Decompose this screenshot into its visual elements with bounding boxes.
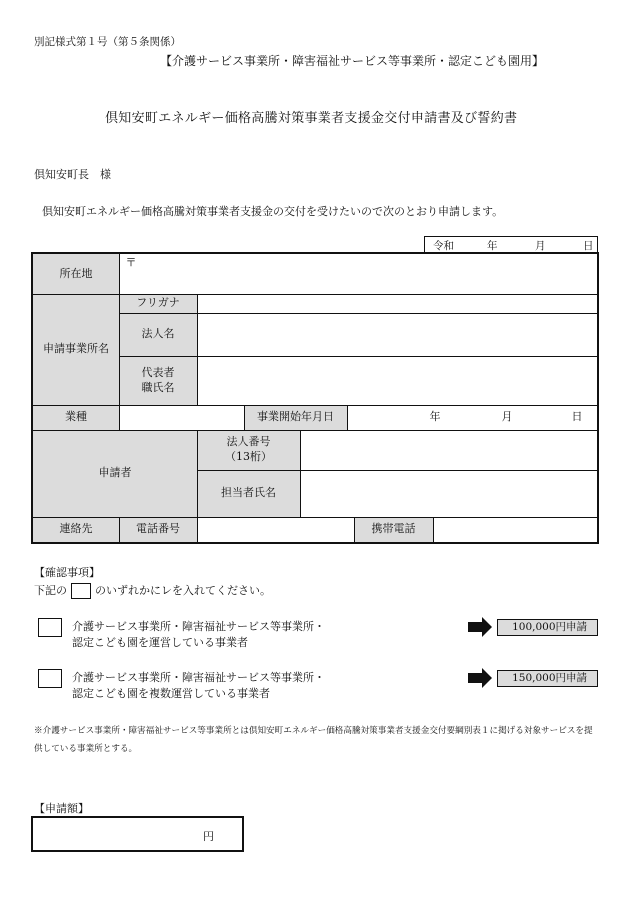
option-2-line-1: 介護サービス事業所・障害福祉サービス等事業所・ xyxy=(72,671,325,684)
instruction-post: のいずれかにレを入れてください。 xyxy=(95,584,271,597)
office-name-label: 申請事業所名 xyxy=(43,342,109,356)
arrow-right-icon xyxy=(468,617,492,637)
industry-input[interactable] xyxy=(120,405,244,430)
person-in-charge-label: 担当者氏名 xyxy=(221,486,276,500)
option-1-amount: 100,000円申請 xyxy=(497,619,598,636)
addressee: 倶知安町長 様 xyxy=(34,168,111,181)
location-label: 所在地 xyxy=(59,266,93,280)
furigana-label: フリガナ xyxy=(136,296,180,310)
postal-mark: 〒 xyxy=(125,255,137,269)
date-year: 年 xyxy=(487,240,498,252)
start-year: 年 xyxy=(429,410,441,424)
amount-title: 【申請額】 xyxy=(34,802,89,815)
footnote: ※介護サービス事業所・障害福祉サービス等事業所とは倶知安町エネルギー価格高騰対策事業者支援金交付要綱別表１に掲げる対象サービスを提供している事業所とする。 xyxy=(34,726,593,755)
option-1-line-2: 認定こども園を運営している事業者 xyxy=(72,635,248,649)
option-1-line-1: 介護サービス事業所・障害福祉サービス等事業所・ xyxy=(72,620,325,633)
document-title: 倶知安町エネルギー価格高騰対策事業者支援金交付申請書及び誓約書 xyxy=(105,111,518,126)
corp-name-label: 法人名 xyxy=(141,327,175,341)
date-era: 令和 xyxy=(433,240,454,252)
arrow-right-icon xyxy=(468,668,492,688)
start-date-input[interactable] xyxy=(348,405,597,430)
start-day: 日 xyxy=(571,410,583,424)
date-day: 日 xyxy=(583,240,594,252)
phone-input[interactable] xyxy=(198,517,354,542)
option-1-checkbox[interactable] xyxy=(38,618,62,637)
date-month: 月 xyxy=(535,240,546,252)
instruction-pre: 下記の xyxy=(34,584,67,597)
corp-number-label: 法人番号 （13桁） xyxy=(225,435,272,463)
person-in-charge-input[interactable] xyxy=(301,471,597,517)
corp-name-input[interactable] xyxy=(198,314,597,356)
representative-input[interactable] xyxy=(198,357,597,405)
representative-label: 代表者 職氏名 xyxy=(141,365,175,394)
option-2-amount: 150,000円申請 xyxy=(497,670,598,687)
mobile-input[interactable] xyxy=(434,517,597,542)
applicant-label: 申請者 xyxy=(98,466,132,480)
mobile-label: 携帯電話 xyxy=(371,522,416,536)
option-2-checkbox[interactable] xyxy=(38,669,62,688)
confirmation-title: 【確認事項】 xyxy=(34,566,100,579)
start-month: 月 xyxy=(501,410,513,424)
confirmation-instruction xyxy=(34,582,271,599)
sample-checkbox xyxy=(71,583,91,599)
intro-text: 倶知安町エネルギー価格高騰対策事業者支援金の交付を受けたいので次のとおり申請します。 xyxy=(42,205,504,218)
date-field[interactable] xyxy=(424,236,598,253)
amount-unit: 円 xyxy=(203,830,214,843)
furigana-input[interactable] xyxy=(198,294,597,313)
industry-label: 業種 xyxy=(65,410,87,424)
option-2-text xyxy=(72,670,325,702)
option-1-text xyxy=(72,619,325,651)
corp-number-input[interactable] xyxy=(301,430,597,470)
contact-label: 連絡先 xyxy=(59,522,93,536)
option-2-line-2: 認定こども園を複数運営している事業者 xyxy=(72,686,270,700)
form-category: 【介護サービス事業所・障害福祉サービス等事業所・認定こども園用】 xyxy=(160,54,545,68)
phone-label: 電話番号 xyxy=(136,522,180,536)
start-date-label: 事業開始年月日 xyxy=(257,410,334,424)
amount-input[interactable] xyxy=(31,816,244,852)
form-number: 別記様式第１号（第５条関係） xyxy=(34,36,181,48)
application-table xyxy=(31,252,599,544)
